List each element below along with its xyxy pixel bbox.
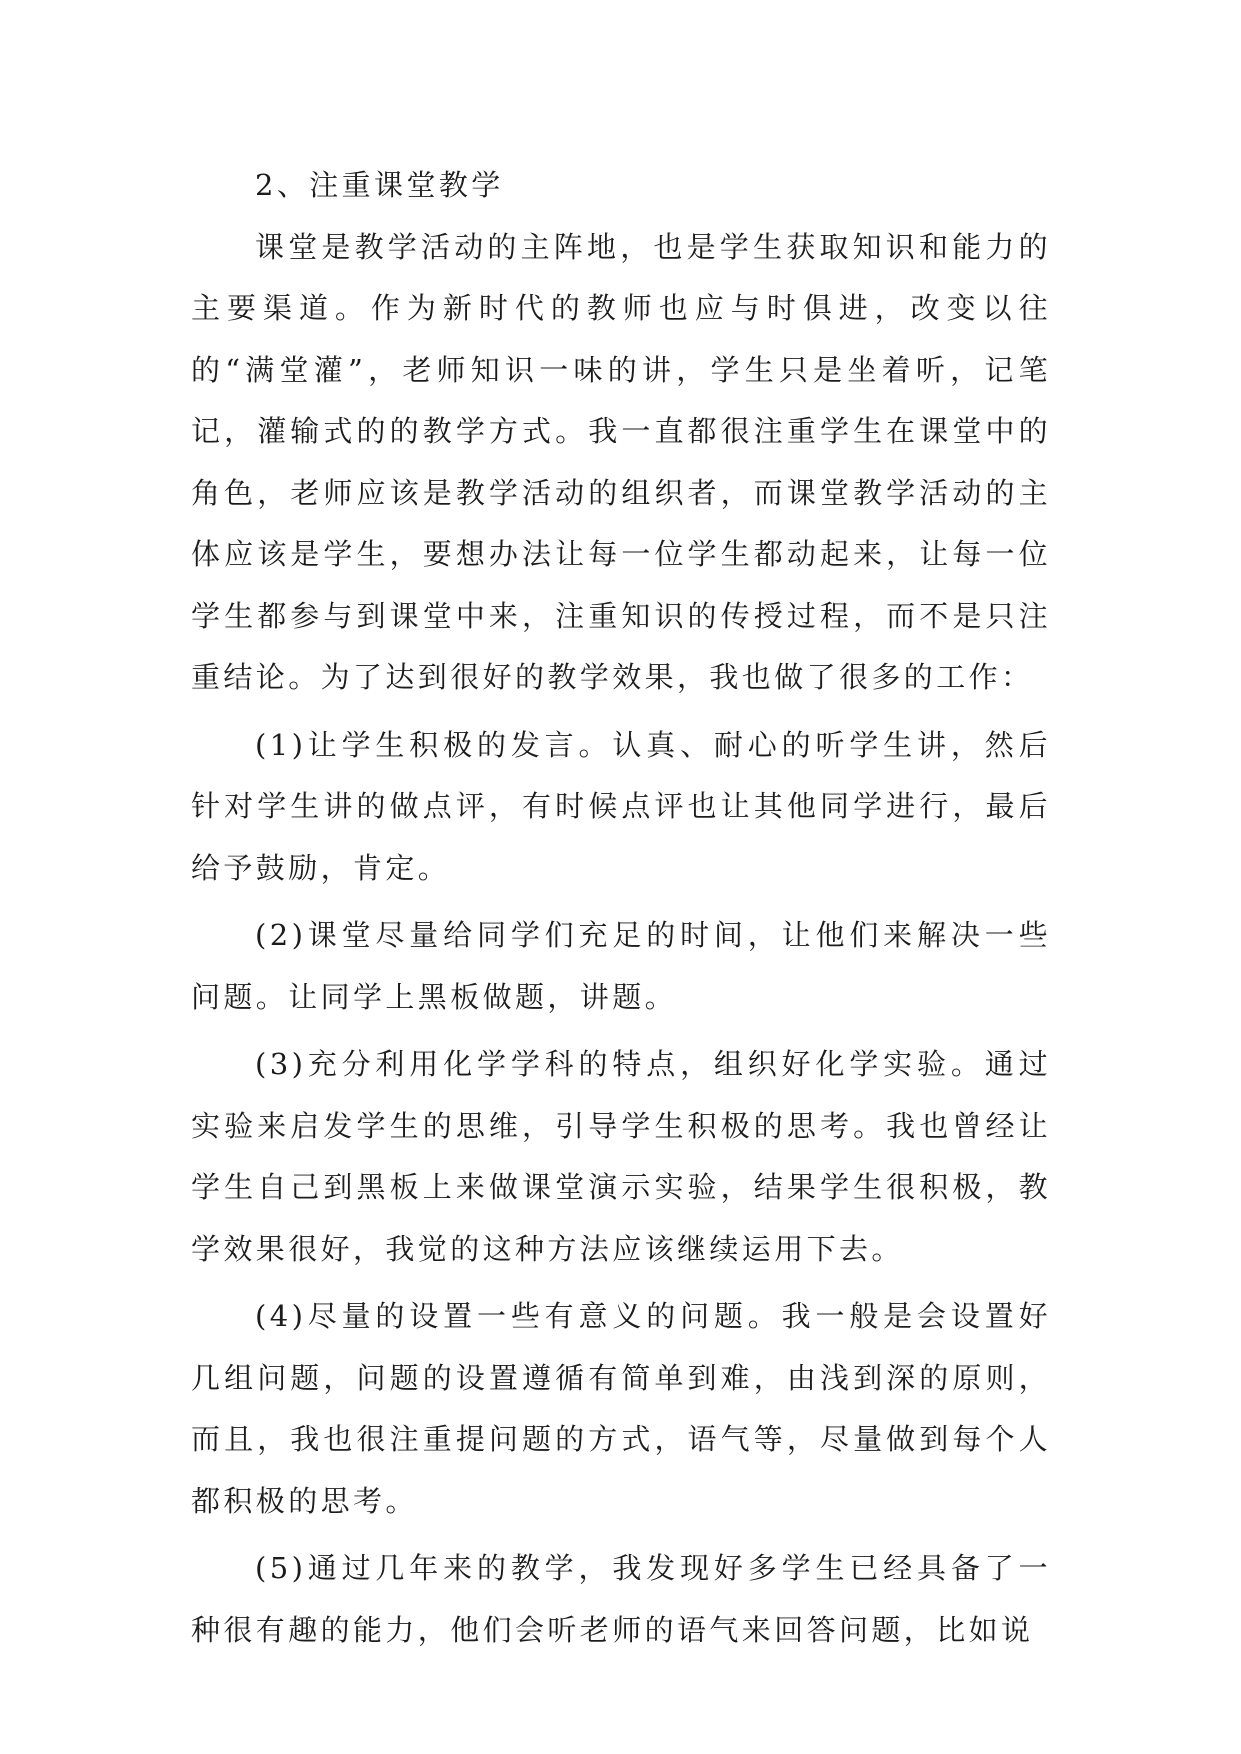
section-heading: 2、注重课堂教学 — [255, 168, 504, 202]
paragraph-item-4: (4)尽量的设置一些有意义的问题。我一般是会设置好几组问题，问题的设置遵循有简单到难，由浅到深的原则，而且，我也很注重提问题的方式，语气等，尽量做到每个人都积极的思考。 — [191, 1299, 1051, 1518]
paragraph-item-2: (2)课堂尽量给同学们充足的时间，让他们来解决一些问题。让同学上黑板做题，讲题。 — [191, 918, 1051, 1014]
paragraph-item-3: (3)充分利用化学学科的特点，组织好化学实验。通过实验来启发学生的思维，引导学生积极的思考。我也曾经让学生自己到黑板上来做课堂演示实验，结果学生很积极，教学效果很好，我觉的这种方法应该继续运用下去。 — [191, 1047, 1051, 1266]
paragraph-item-5: (5)通过几年来的教学，我发现好多学生已经具备了一种很有趣的能力，他们会听老师的语气来回答问题，比如说 — [191, 1551, 1051, 1647]
paragraph-intro: 课堂是教学活动的主阵地，也是学生获取知识和能力的主要渠道。作为新时代的教师也应与时俱进，改变以往的“满堂灌”，老师知识一味的讲，学生只是坐着听，记笔记，灌输式的的教学方式。我一直都很注重学生在课堂中的角色，老师应该是教学活动的组织者，而课堂教学活动的主体应该是学生，要想办法让每一位学生都动起来，让每一位学生都参与到课堂中来，注重知识的传授过程，而不是只注重结论。为了达到很好的教学效果，我也做了很多的工作： — [191, 229, 1051, 694]
paragraph-item-1: (1)让学生积极的发言。认真、耐心的听学生讲，然后针对学生讲的做点评，有时候点评也让其他同学进行，最后给予鼓励，肯定。 — [191, 727, 1051, 885]
document-body — [191, 155, 1051, 1661]
